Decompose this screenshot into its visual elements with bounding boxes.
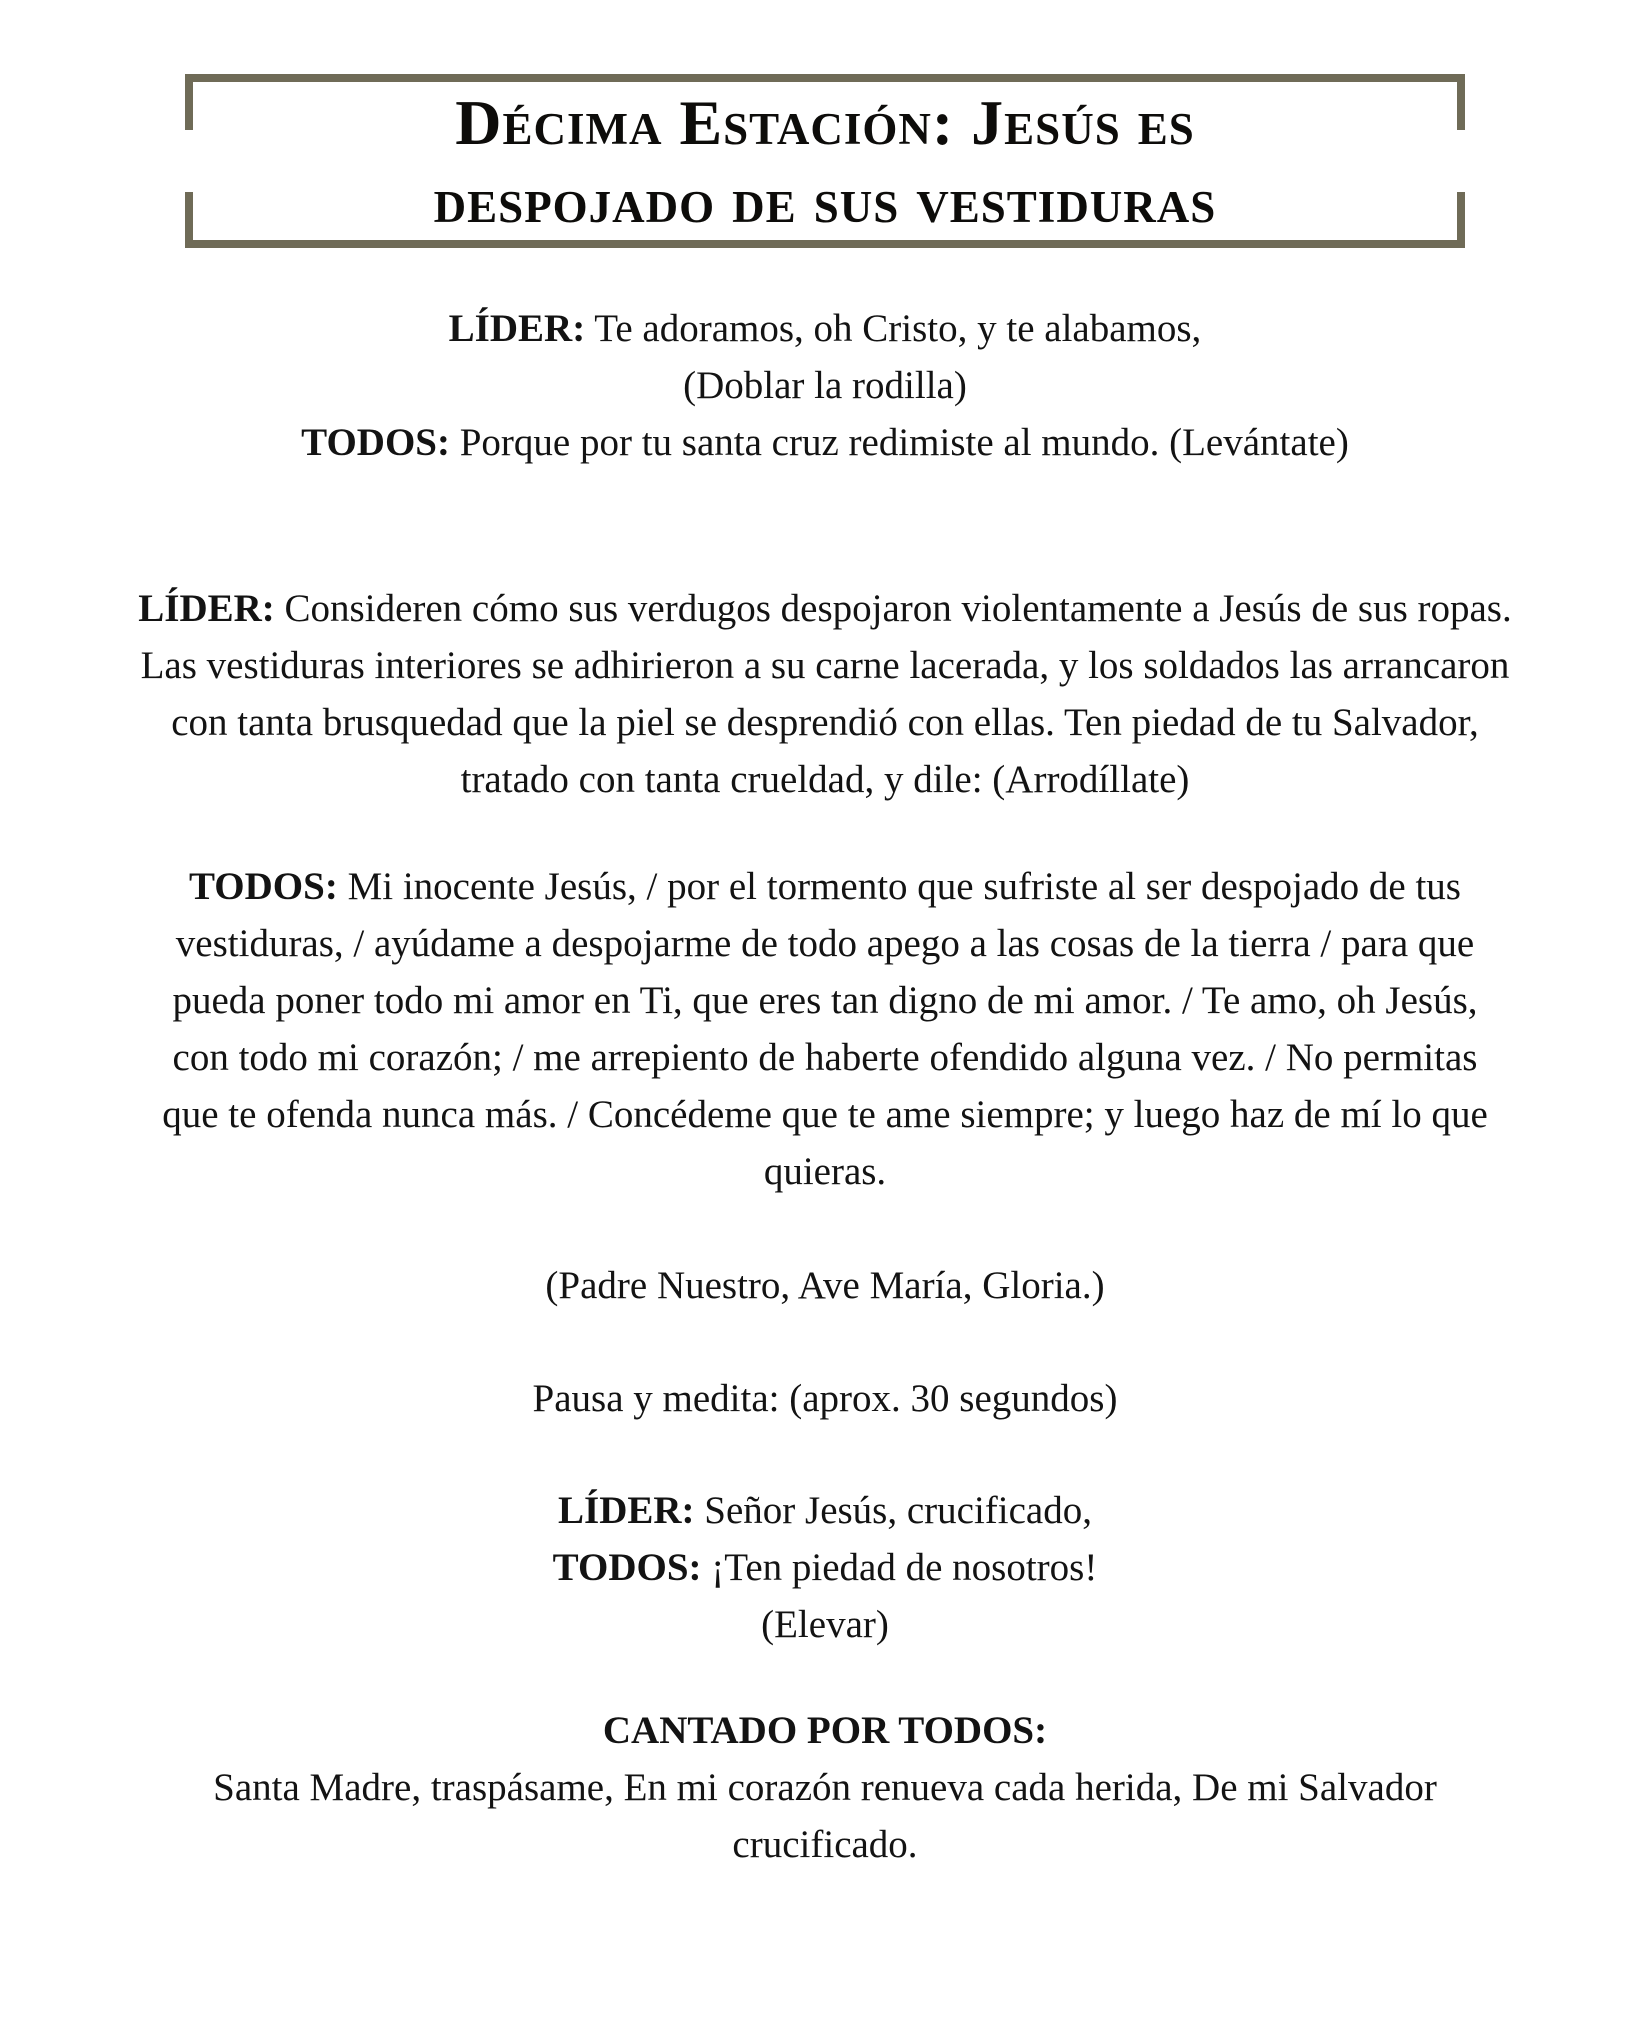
frame-corner-bottom-left — [185, 192, 193, 240]
frame-corner-bottom-right — [1457, 192, 1465, 240]
pause-text: Pausa y medita: (aprox. 30 segundos) — [532, 1377, 1118, 1420]
frame-corner-top-right — [1457, 82, 1465, 130]
meditation-paragraph — [0, 580, 1650, 808]
elevate-rubric: (Elevar) — [761, 1603, 889, 1646]
all-response — [0, 414, 1650, 471]
prayer-line: pueda poner todo mi amor en Ti, que eres tan digno de mi amor. / Te amo, oh Jesús, — [172, 979, 1478, 1022]
prayer-line: con todo mi corazón; / me arrepiento de haberte ofendido alguna vez. / No permitas — [172, 1036, 1478, 1079]
meditation-line: Las vestiduras interiores se adhirieron a su carne lacerada, y los soldados las arrancaron — [140, 644, 1510, 687]
leader-label: LÍDER: — [138, 587, 275, 630]
all-text: ¡Ten piedad de nosotros! — [711, 1546, 1098, 1589]
all-label: TODOS: — [301, 421, 450, 464]
kneel-rubric: (Doblar la rodilla) — [683, 364, 967, 407]
closing-versicle — [0, 1482, 1650, 1653]
frame-corner-top-left — [185, 82, 193, 130]
leader-text: Señor Jesús, crucificado, — [704, 1489, 1092, 1532]
prayer-line — [0, 858, 1650, 915]
leader-text: Te adoramos, oh Cristo, y te alabamos, — [594, 307, 1202, 350]
hymn-section — [0, 1702, 1650, 1873]
all-text: Porque por tu santa cruz redimiste al mundo. (Levántate) — [459, 421, 1349, 464]
prayer-line: quieras. — [763, 1150, 887, 1193]
pause-note — [0, 1370, 1650, 1427]
all-label: TODOS: — [552, 1546, 702, 1589]
meditation-line: con tanta brusquedad que la piel se desprendió con ellas. Ten piedad de tu Salvador, — [171, 701, 1479, 744]
leader-label: LÍDER: — [558, 1489, 695, 1532]
all-label: TODOS: — [188, 865, 338, 908]
all-response — [0, 1539, 1650, 1596]
prayer-text: Mi inocente Jesús, / por el tormento que sufriste al ser despojado de tus — [347, 865, 1461, 908]
hymn-heading: CANTADO POR TODOS: — [602, 1709, 1048, 1752]
hymn-line: Santa Madre, traspásame, En mi corazón renueva cada herida, De mi Salvador — [213, 1766, 1437, 1809]
opening-responsory — [0, 300, 1650, 471]
page-title — [195, 84, 1455, 240]
prayer-line: que te ofenda nunca más. / Concédeme que te ame siempre; y luego haz de mí lo que — [162, 1093, 1488, 1136]
leader-versicle — [0, 1482, 1650, 1539]
prayer-page — [0, 74, 1650, 2024]
common-prayer-paragraph — [0, 858, 1650, 1200]
page-title-line-2: despojado de sus vestiduras — [433, 165, 1217, 236]
meditation-line: tratado con tanta crueldad, y dile: (Arrodíllate) — [460, 758, 1190, 801]
hymn-line: crucificado. — [732, 1823, 918, 1866]
meditation-line — [0, 580, 1650, 637]
prayer-line: vestiduras, / ayúdame a despojarme de todo apego a las cosas de la tierra / para que — [175, 922, 1475, 965]
meditation-text: Consideren cómo sus verdugos despojaron violentamente a Jesús de sus ropas. — [284, 587, 1512, 630]
leader-versicle — [0, 300, 1650, 357]
page-title-line-1: Décima Estación: Jesús es — [455, 87, 1195, 158]
leader-label: LÍDER: — [448, 307, 586, 350]
devotions-text: (Padre Nuestro, Ave María, Gloria.) — [545, 1264, 1105, 1307]
devotions-note — [0, 1257, 1650, 1314]
station-title-frame — [185, 74, 1465, 248]
